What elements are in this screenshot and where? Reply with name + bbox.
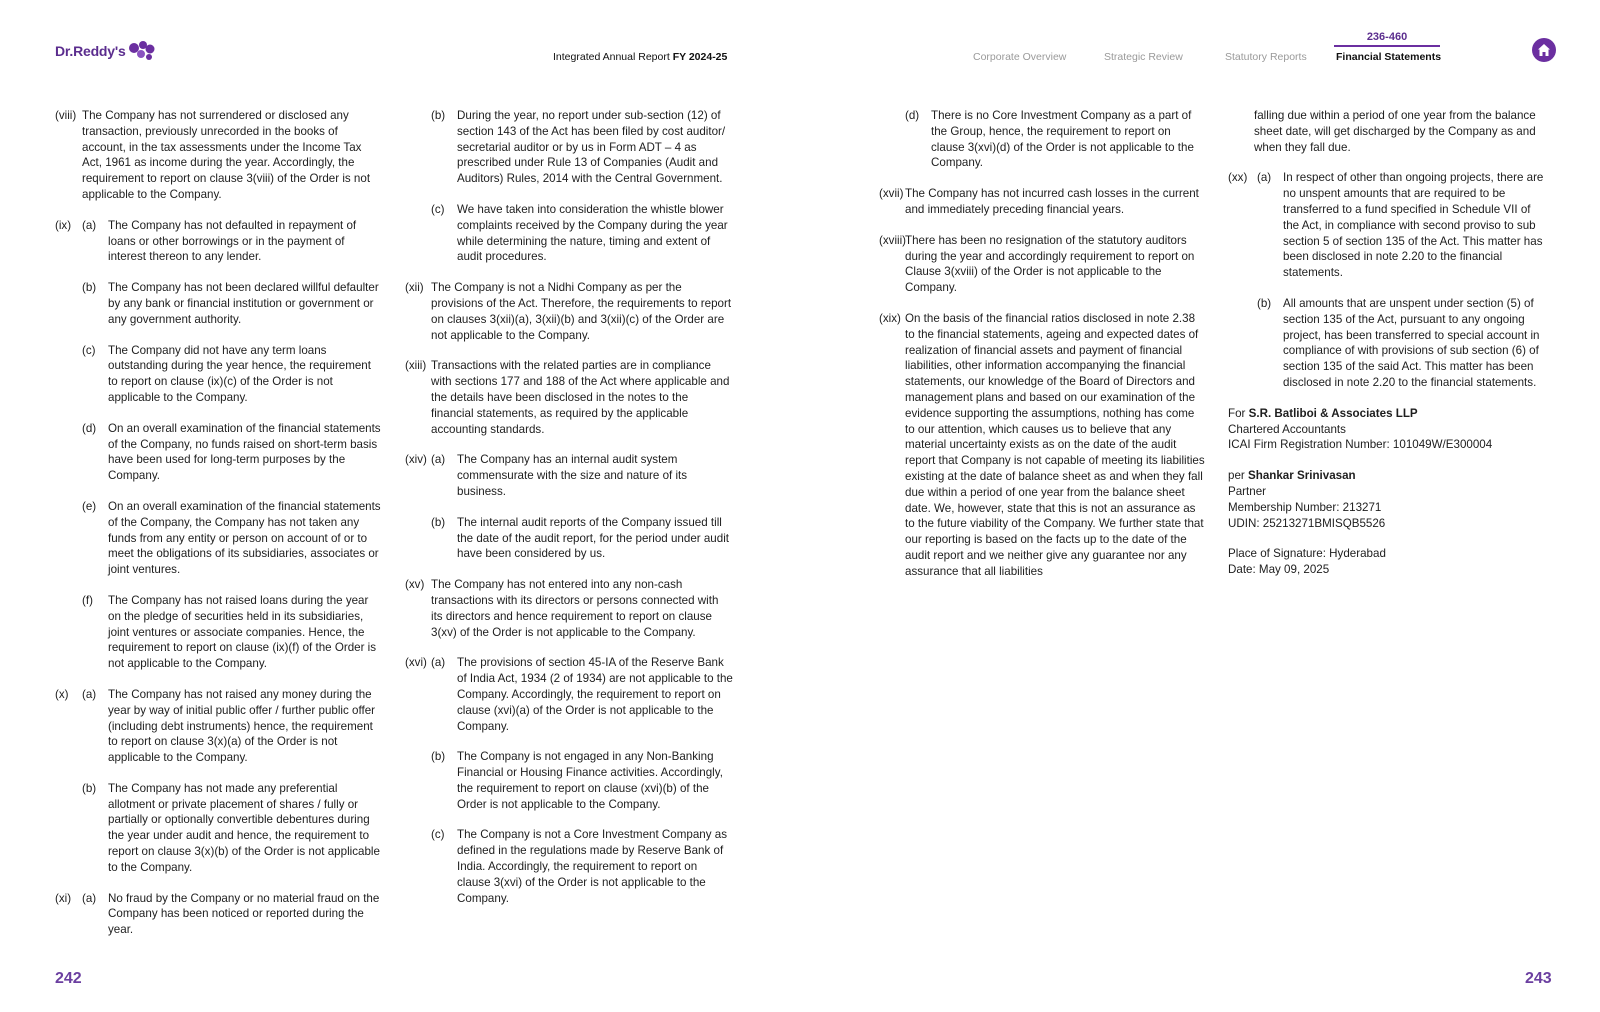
- home-button[interactable]: [1532, 38, 1556, 62]
- clause-xiv: (xiv) (a) The Company has an internal audit system commensurate with the size and nature of its business. (b) The internal audit reports of the Company issued till the date of the audit report, for the period under audit have been considered by us.: [405, 452, 733, 562]
- udin: UDIN: 25213271BMISQB5526: [1228, 516, 1386, 530]
- nav-statutory-reports[interactable]: Statutory Reports: [1225, 51, 1307, 63]
- logo-mark-icon: [128, 40, 158, 62]
- nav-strategic-review[interactable]: Strategic Review: [1104, 51, 1183, 63]
- clause-xvii: (xvii) The Company has not incurred cash losses in the current and immediately preceding financial years.: [879, 187, 1199, 216]
- clause-xviii: (xviii) There has been no resignation of the statutory auditors during the year and accordingly requirement to report on Clause 3(xviii) of the Order is not applicable to the Company.: [879, 233, 1195, 295]
- clause-ix-d: (d) On an overall examination of the financial statements of the Company, no funds raised on short-term basis have been used for long-term purposes by the Company.: [82, 421, 381, 483]
- clause-xi-b: (b) During the year, no report under sub-section (12) of section 143 of the Act has been filed by cost auditor/ secretarial auditor or by us in Form ADT – 4 as prescribed under Rule 13 of Companies (Audit and Auditors) Rules, 2014 with the Central Government.: [431, 109, 726, 186]
- clause-xiv-a: (a) The Company has an internal audit system commensurate with the size and nature of its business.: [431, 453, 688, 498]
- nav-page-range: 236-460: [1334, 31, 1440, 47]
- clause-xx-b: (b) All amounts that are unspent under section (5) of section 135 of the Act, pursuant to any ongoing project, has been transferred to special account in compliance of with provisions of sub section (6) of section 135 of the said Act. This matter has been disclosed in note 2.20 to the financial statements.: [1257, 296, 1540, 389]
- membership-number: Membership Number: 213271: [1228, 500, 1382, 514]
- clause-ix-f: (f) The Company has not raised loans during the year on the pledge of securities held in its subsidiaries, joint ventures or associate companies. Hence, the requirement to report on clause (ix)(f) of the Order is not applicable to the Company.: [82, 593, 377, 671]
- clause-xvi-a: (a) The provisions of section 45-IA of the Reserve Bank of India Act, 1934 (2 of 1934) are not applicable to the Company. Accordingly, the requirement to report on clause (xvi)(a) of the Order is not applicable to the Company.: [431, 656, 733, 733]
- page-number-right: 243: [1525, 970, 1552, 987]
- clause-xvi-c: (c) The Company is not a Core Investment Company as defined in the regulations made by Reserve Bank of India. Accordingly, the requirement to report on clause 3(xvi) of the Order is not applicable to the Company.: [431, 828, 728, 905]
- clause-xv: (xv) The Company has not entered into any non-cash transactions with its directors or persons connected with its directors and hence requirement to report on clause 3(xv) of the Order is not applicable to the Company.: [405, 578, 719, 639]
- partner-line: per Shankar Srinivasan: [1228, 469, 1356, 483]
- clause-x-a: (a) The Company has not raised any money during the year by way of initial public offer / further public offer (including debt instruments) hence, the requirement to report on clause 3(x)(a) of the Order is not applicable to the Company.: [82, 687, 376, 765]
- nav-financial-statements[interactable]: Financial Statements: [1336, 51, 1442, 63]
- firm-line: For S.R. Batliboi & Associates LLP: [1228, 406, 1418, 420]
- page-number-left: 242: [55, 970, 82, 987]
- clause-x-b: (b) The Company has not made any preferential allotment or private placement of shares / fully or partially or optionally convertible debentures during the year under audit and hence, the requirement to report on clause 3(x)(b) of the Order is not applicable to the Company.: [82, 781, 380, 874]
- clause-xix-continued: falling due within a period of one year from the balance sheet date, will get discharged by the Company as and when they fall due.: [1254, 109, 1536, 154]
- clause-xii: (xii) The Company is not a Nidhi Company as per the provisions of the Act. Therefore, the requirements to report on clauses 3(xii)(a), 3(xii)(b) and 3(xii)(c) of the Order are not applicable to the Company.: [405, 281, 732, 342]
- auditor-signature-block: [1228, 406, 1546, 578]
- column-3: [879, 108, 1207, 595]
- clause-xi: (xi) (a) No fraud by the Company or no material fraud on the Company has been noticed or reported during the year.: [55, 891, 383, 938]
- logo[interactable]: [55, 40, 158, 62]
- column-4: [1228, 108, 1546, 578]
- clause-ix-e: (e) On an overall examination of the financial statements of the Company, the Company has not taken any funds from any entity or person on account of or to meet the obligations of its subsidiaries, associates or joint ventures.: [82, 499, 381, 577]
- clause-ix-b: (b) The Company has not been declared willful defaulter by any bank or financial institution or government or any government authority.: [82, 281, 379, 326]
- place-of-signature: Place of Signature: Hyderabad: [1228, 547, 1386, 561]
- column-1: [55, 108, 383, 953]
- clause-xvi-b: (b) The Company is not engaged in any Non-Banking Financial or Housing Finance activities. Accordingly, the requirement to report on clause (xvi)(b) of the Order is not applicable to the Company.: [431, 750, 723, 811]
- clause-xiii: (xiii) Transactions with the related parties are in compliance with sections 177 and 188 of the Act where applicable and the details have been disclosed in the notes to the financial statements, as required by the applicable accounting standards.: [405, 359, 730, 436]
- clause-xiv-b: (b) The internal audit reports of the Company issued till the date of the audit report, for the period under audit have been considered by us.: [431, 515, 729, 561]
- clause-ix-c: (c) The Company did not have any term loans outstanding during the year hence, the requirement to report on clause (ix)(c) of the Order is not applicable to the Company.: [82, 343, 371, 404]
- signature-date: Date: May 09, 2025: [1228, 563, 1330, 577]
- firm-registration: ICAI Firm Registration Number: 101049W/E300004: [1228, 438, 1493, 452]
- clause-ix: (ix) (a) The Company has not defaulted in repayment of loans or other borrowings or in the payment of interest thereon to any lender. (b) The Company has not been declared willful defaulter by any bank or financial institution or government or any government authority. (c) The Company did not have any term loans outstanding during the year hence, the requirement to report on clause (ix)(c) of the Order is not applicable to the Company. (d) On an overall examination of the financial statements of the Company, no funds raised on short-term basis have been used for long-term purposes by the Company. (e) On an overall examination of the financial statements of the Company, the Company has not taken any funds from any entity or person on account of or to meet the obligations of its subsidiaries, associates or joint ventures. (f) The Company has not raised loans during the year on the pledge of securities held in its subsidiaries, joint ventures or associate companies. Hence, the requirement to report on clause (ix)(f) of the Order is not applicable to the Company.: [55, 218, 383, 672]
- report-title: Integrated Annual Report FY 2024-25: [553, 51, 728, 63]
- clause-xi-c: (c) We have taken into consideration the whistle blower complaints received by the Company during the year while determining the nature, timing and extent of audit procedures.: [431, 202, 728, 264]
- clause-xix: (xix) On the basis of the financial ratios disclosed in note 2.38 to the financial statements, ageing and expected dates of realization of financial assets and payment of financial liabilities, other information accompanying the financial statements, our knowledge of the Board of Directors and management plans and based on our examination of the evidence supporting the assumptions, nothing has come to our attention, which causes us to believe that any material uncertainty exists as on the date of the audit report that Company is not capable of meeting its liabilities existing at the date of balance sheet as and when they fall due within a period of one year from the balance sheet date. We, however, state that this is not an assurance as to the future viability of the Company. We further state that our reporting is based on the facts up to the date of the audit report and we neither give any guarantee nor any assurance that all liabilities: [879, 311, 1205, 578]
- clause-ix-a: (a) The Company has not defaulted in repayment of loans or other borrowings or in the payment of interest thereon to any lender.: [82, 218, 357, 264]
- column-2: [405, 108, 733, 921]
- clause-xvi-d: (d) There is no Core Investment Company as a part of the Group, hence, the requirement to report on clause 3(xvi)(d) of the Order is not applicable to the Company.: [905, 109, 1194, 170]
- clause-xx: (xx) (a) In respect of other than ongoing projects, there are no unspent amounts that are required to be transferred to a fund specified in Schedule VII of the Act, in compliance with second proviso to sub section 5 of section 135 of the Act. This matter has been disclosed in note 2.20 to the financial statements. (b) All amounts that are unspent under section (5) of section 135 of the Act, pursuant to any ongoing project, has been transferred to special account in compliance of with provisions of sub section (6) of section 135 of the said Act. This matter has been disclosed in note 2.20 to the financial statements.: [1228, 170, 1546, 390]
- partner-role: Partner: [1228, 484, 1267, 498]
- home-icon: [1537, 43, 1551, 57]
- nav-corporate-overview[interactable]: Corporate Overview: [973, 51, 1067, 63]
- clause-xvi: (xvi) (a) The provisions of section 45-IA of the Reserve Bank of India Act, 1934 (2 of 1934) are not applicable to the Company. Accordingly, the requirement to report on clause (xvi)(a) of the Order is not applicable to the Company. (b) The Company is not engaged in any Non-Banking Financial or Housing Finance activities. Accordingly, the requirement to report on clause (xvi)(b) of the Order is not applicable to the Company. (c) The Company is not a Core Investment Company as defined in the regulations made by Reserve Bank of India. Accordingly, the requirement to report on clause 3(xvi) of the Order is not applicable to the Company.: [405, 656, 733, 905]
- clause-xi-a: (a) No fraud by the Company or no material fraud on the Company has been noticed or reported during the year.: [82, 891, 380, 937]
- clause-xx-a: (a) In respect of other than ongoing projects, there are no unspent amounts that are required to be transferred to a fund specified in Schedule VII of the Act, in compliance with second proviso to sub section 5 of section 135 of the Act. This matter has been disclosed in note 2.20 to the financial statements.: [1257, 171, 1544, 280]
- clause-viii: (viii) The Company has not surrendered or disclosed any transaction, previously unrecorded in the books of account, in the tax assessments under the Income Tax Act, 1961 as income during the year. Accordingly, the requirement to report on clause 3(viii) of the Order is not applicable to the Company.: [55, 109, 371, 201]
- clause-x: (x) (a) The Company has not raised any money during the year by way of initial public offer / further public offer (including debt instruments) hence, the requirement to report on clause 3(x)(a) of the Order is not applicable to the Company. (b) The Company has not made any preferential allotment or private placement of shares / fully or partially or optionally convertible debentures during the year under audit and hence, the requirement to report on clause 3(x)(b) of the Order is not applicable to the Company.: [55, 687, 383, 876]
- logo-text: Dr.Reddy's: [55, 43, 126, 59]
- firm-type: Chartered Accountants: [1228, 422, 1346, 436]
